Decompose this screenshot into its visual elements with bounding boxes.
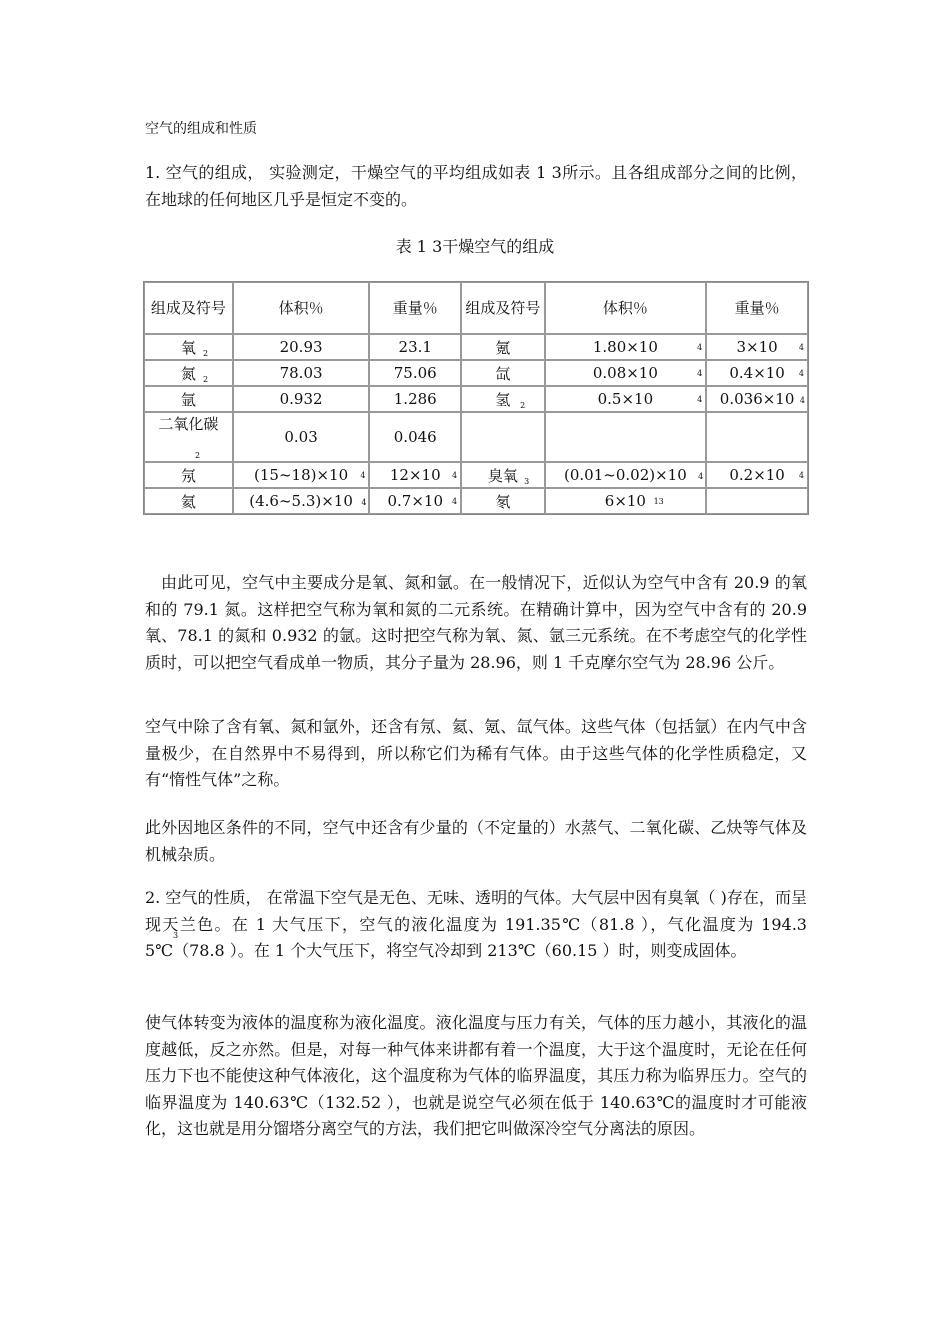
table-row [144, 412, 808, 462]
table-row [144, 334, 808, 360]
air-composition-table [143, 281, 809, 515]
weight-cell: 0.036×10 4 [706, 386, 808, 412]
header-cell: 组成及符号 [144, 282, 233, 334]
paragraph-properties-block [145, 885, 807, 995]
weight-cell [706, 412, 808, 462]
volume-cell: (0.01~0.02)×10 4 [545, 462, 707, 488]
header-cell: 体积％ [233, 282, 370, 334]
volume-cell: (15~18)×10 4 [233, 462, 370, 488]
table-row [144, 488, 808, 514]
component-cell: 臭氧 3 [461, 462, 544, 488]
weight-cell: 1.286 [369, 386, 461, 412]
weight-cell: 0.2×10 4 [706, 462, 808, 488]
volume-cell: 1.80×10 4 [545, 334, 707, 360]
weight-cell: 0.046 [369, 412, 461, 462]
weight-cell: 23.1 [369, 334, 461, 360]
table-row [144, 462, 808, 488]
ozone-subscript: 3 [173, 931, 179, 940]
component-cell: 氦 [144, 488, 233, 514]
weight-cell: 0.7×10 4 [369, 488, 461, 514]
volume-cell: 0.5×10 4 [545, 386, 707, 412]
volume-cell: 6×10 13 [545, 488, 707, 514]
volume-cell: 0.08×10 4 [545, 360, 707, 386]
component-cell: 氧 2 [144, 334, 233, 360]
paragraph-liquefaction: 使气体转变为液体的温度称为液化温度。液化温度与压力有关，气体的压力越小，其液化的温度越低，反之亦然。但是，对每一种气体来讲都有着一个温度，大于这个温度时，无论在任何压力下也不能使这种气体液化，这个温度称为气体的临界温度，其压力称为临界压力。空气的临界温度为 140.63℃（132.52 ），也就是说空气必须在低于 140.63℃的温度时才可能液化，这也就是用分馏塔分离空气的方法，我们把它叫做深冷空气分离法的原因。 [145, 1013, 807, 1138]
component-cell: 氖 [144, 462, 233, 488]
table-row [144, 386, 808, 412]
component-cell [461, 412, 544, 462]
header-cell: 体积％ [545, 282, 707, 334]
volume-cell: (4.6~5.3)×10 4 [233, 488, 370, 514]
table-header-row [144, 282, 808, 334]
volume-cell: 0.03 [233, 412, 370, 462]
paragraph-composition-intro: 1. 空气的组成， 实验测定，干燥空气的平均组成如表 1 3所示。且各组成部分之间的比例，在地球的任何地区几乎是恒定不变的。 [145, 163, 807, 209]
component-cell: 二氧化碳 2 [144, 412, 233, 462]
volume-cell: 0.932 [233, 386, 370, 412]
table-caption: 表 1 3干燥空气的组成 [395, 237, 555, 256]
paragraph-impurities: 此外因地区条件的不同，空气中还含有少量的（不定量的）水蒸气、二氧化碳、乙炔等气体及机械杂质。 [145, 818, 807, 864]
volume-cell [545, 412, 707, 462]
paragraph-air-properties: 2. 空气的性质， 在常温下空气是无色、无味、透明的气体。大气层中因有臭氧（ )存在，而呈现天兰色。在 1 大气压下，空气的液化温度为 191.35℃（81.8 ），气化温度为 194.35℃（78.8 ）。在 1 个大气压下，将空气冷却到 213℃（60.15 ）时，则变成固体。 [145, 888, 807, 960]
paragraph-main-components: 由此可见，空气中主要成分是氧、氮和氩。在一般情况下，近似认为空气中含有 20.9 的氧和的 79.1 氮。这样把空气称为氧和氮的二元系统。在精确计算中，因为空气中含有的 20.9 氧、78.1 的氮和 0.932 的氩。这时把空气称为氧、氮、氩三元系统。在不考虑空气的化学性质时，可以把空气看成单一物质，其分子量为 28.96，则 1 千克摩尔空气为 28.96 公斤。 [145, 573, 807, 672]
weight-cell: 12×10 4 [369, 462, 461, 488]
header-cell: 重量％ [369, 282, 461, 334]
component-cell: 氩 [144, 386, 233, 412]
header-cell: 重量％ [706, 282, 808, 334]
header-cell: 组成及符号 [461, 282, 544, 334]
volume-cell: 20.93 [233, 334, 370, 360]
paragraph-rare-gases: 空气中除了含有氧、氮和氩外，还含有氖、氦、氪、氙气体。这些气体（包括氩）在内气中含量极少，在自然界中不易得到，所以称它们为稀有气体。由于这些气体的化学性质稳定，又有“惰性气体”之称。 [145, 717, 807, 789]
weight-cell: 3×10 4 [706, 334, 808, 360]
component-cell: 氢 2 [461, 386, 544, 412]
weight-cell: 75.06 [369, 360, 461, 386]
weight-cell: 0.4×10 4 [706, 360, 808, 386]
component-cell: 氙 [461, 360, 544, 386]
weight-cell [706, 488, 808, 514]
component-cell: 氪 [461, 334, 544, 360]
component-cell: 氡 [461, 488, 544, 514]
component-cell: 氮 2 [144, 360, 233, 386]
table-row [144, 360, 808, 386]
document-title: 空气的组成和性质 [145, 121, 257, 137]
volume-cell: 78.03 [233, 360, 370, 386]
